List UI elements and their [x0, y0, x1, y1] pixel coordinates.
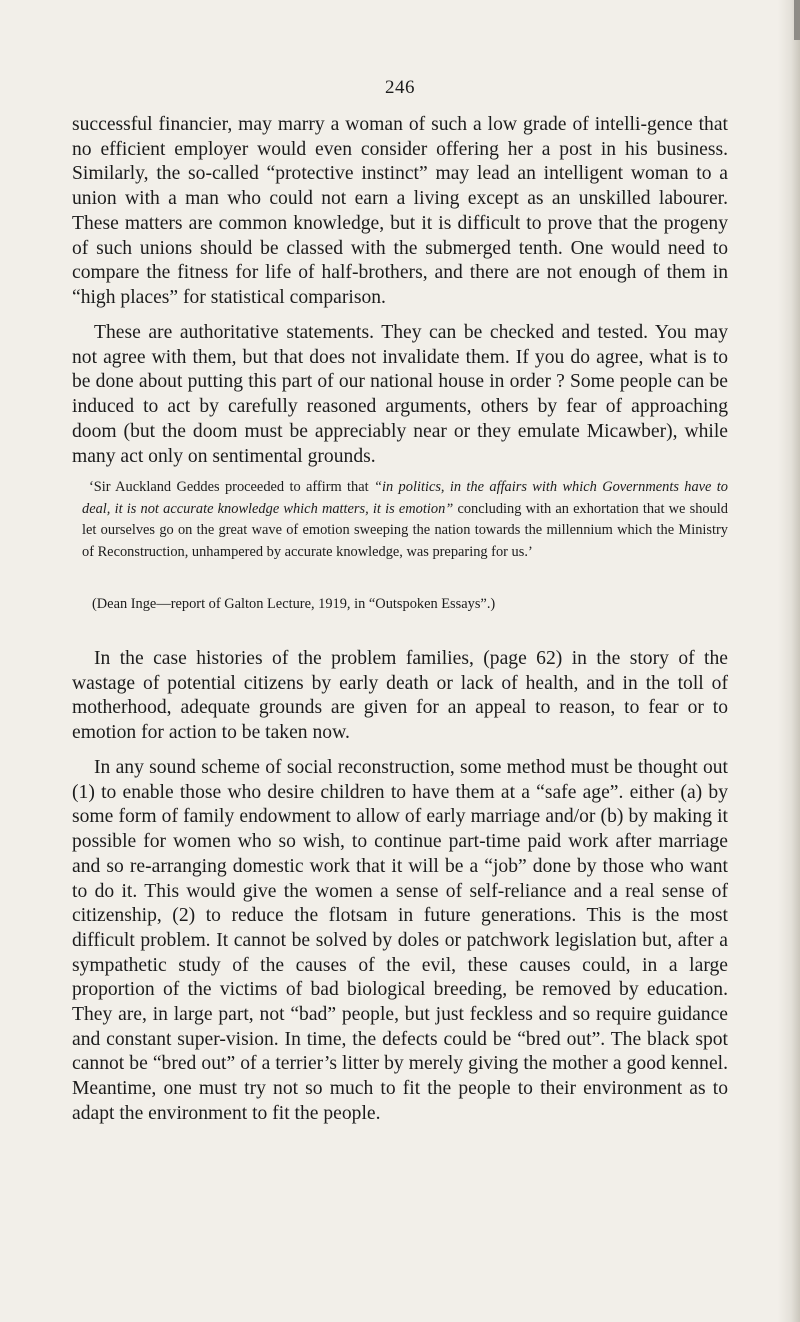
paragraph-authoritative-statements: These are authoritative statements. They can be checked and tested. You may not agree with them, but that does not invalidate them. If you do agree, what is to be done about putting this part of our national house in order ? Some people can be induced to act by carefully reasoned arguments, others by fear of approaching doom (but the doom must be appreciably near or they emulate Micawber), while many act only on sentimental grounds. [72, 322, 728, 467]
page-number: 246 [385, 77, 415, 98]
quote-geddes [82, 477, 728, 563]
paragraph-case-histories: In the case histories of the problem families, (page 62) in the story of the wastage of potential citizens by early death or lack of health, and in the toll of motherhood, adequate grounds are given for an appeal to reason, to fear or to emotion for action to be taken now. [72, 648, 728, 744]
paragraph-social-reconstruction: In any sound scheme of social reconstruction, some method must be thought out (1) to enable those who desire children to have them at a “safe age”. either (a) by some form of family endowment to allow of early marriage and/or (b) by making it possible for women who so wish, to continue part-time paid work after marriage and so re-arranging domestic work that it will be a “job” done by those who want to do it. This would give the women a sense of self-reliance and a real sense of citizenship, (2) to reduce the flotsam in future generations. This is the most difficult problem. It cannot be solved by doles or patchwork legislation but, after a sympathetic study of the causes of the evil, these causes could, in a large proportion of the victims of bad biological breeding, be removed by education. They are, in large part, not “bad” people, but just feckless and so require guidance and constant super-vision. In time, the defects could be “bred out”. The black spot cannot be “bred out” of a terrier’s litter by merely giving the mother a good kennel. Meantime, one must try not so much to fit the people to their environment as to adapt the environment to fit the people. [72, 757, 728, 1124]
quote-intro: ‘Sir Auckland Geddes proceeded to affirm that [89, 479, 374, 495]
quote-italic: “in politics, in the affairs with which Governments have to deal, it is not accurate knowledge which matters, it is emotion” [82, 479, 728, 517]
page-edge-shadow [778, 0, 800, 1322]
quote-source: (Dean Inge—report of Galton Lecture, 1919, in “Outspoken Essays”.) [92, 596, 496, 612]
quote-rest: concluding with an exhortation that we should let ourselves go on the great wave of emotion sweeping the nation towards the millennium which the Ministry of Reconstruction, unhampered by accurate knowledge, was preparing for us.’ [82, 500, 728, 560]
paragraph-financier: successful financier, may marry a woman of such a low grade of intelli-gence that no efficient employer would even consider offering her a post in his business. Similarly, the so-called “protective instinct” may lead an intelligent woman to a union with a man who could not earn a living except as an unskilled labourer. These matters are common knowledge, but it is difficult to prove that the progeny of such unions should be classed with the submerged tenth. One would need to compare the fitness for life of half-brothers, and there are not enough of them in “high places” for statistical comparison. [72, 114, 728, 308]
